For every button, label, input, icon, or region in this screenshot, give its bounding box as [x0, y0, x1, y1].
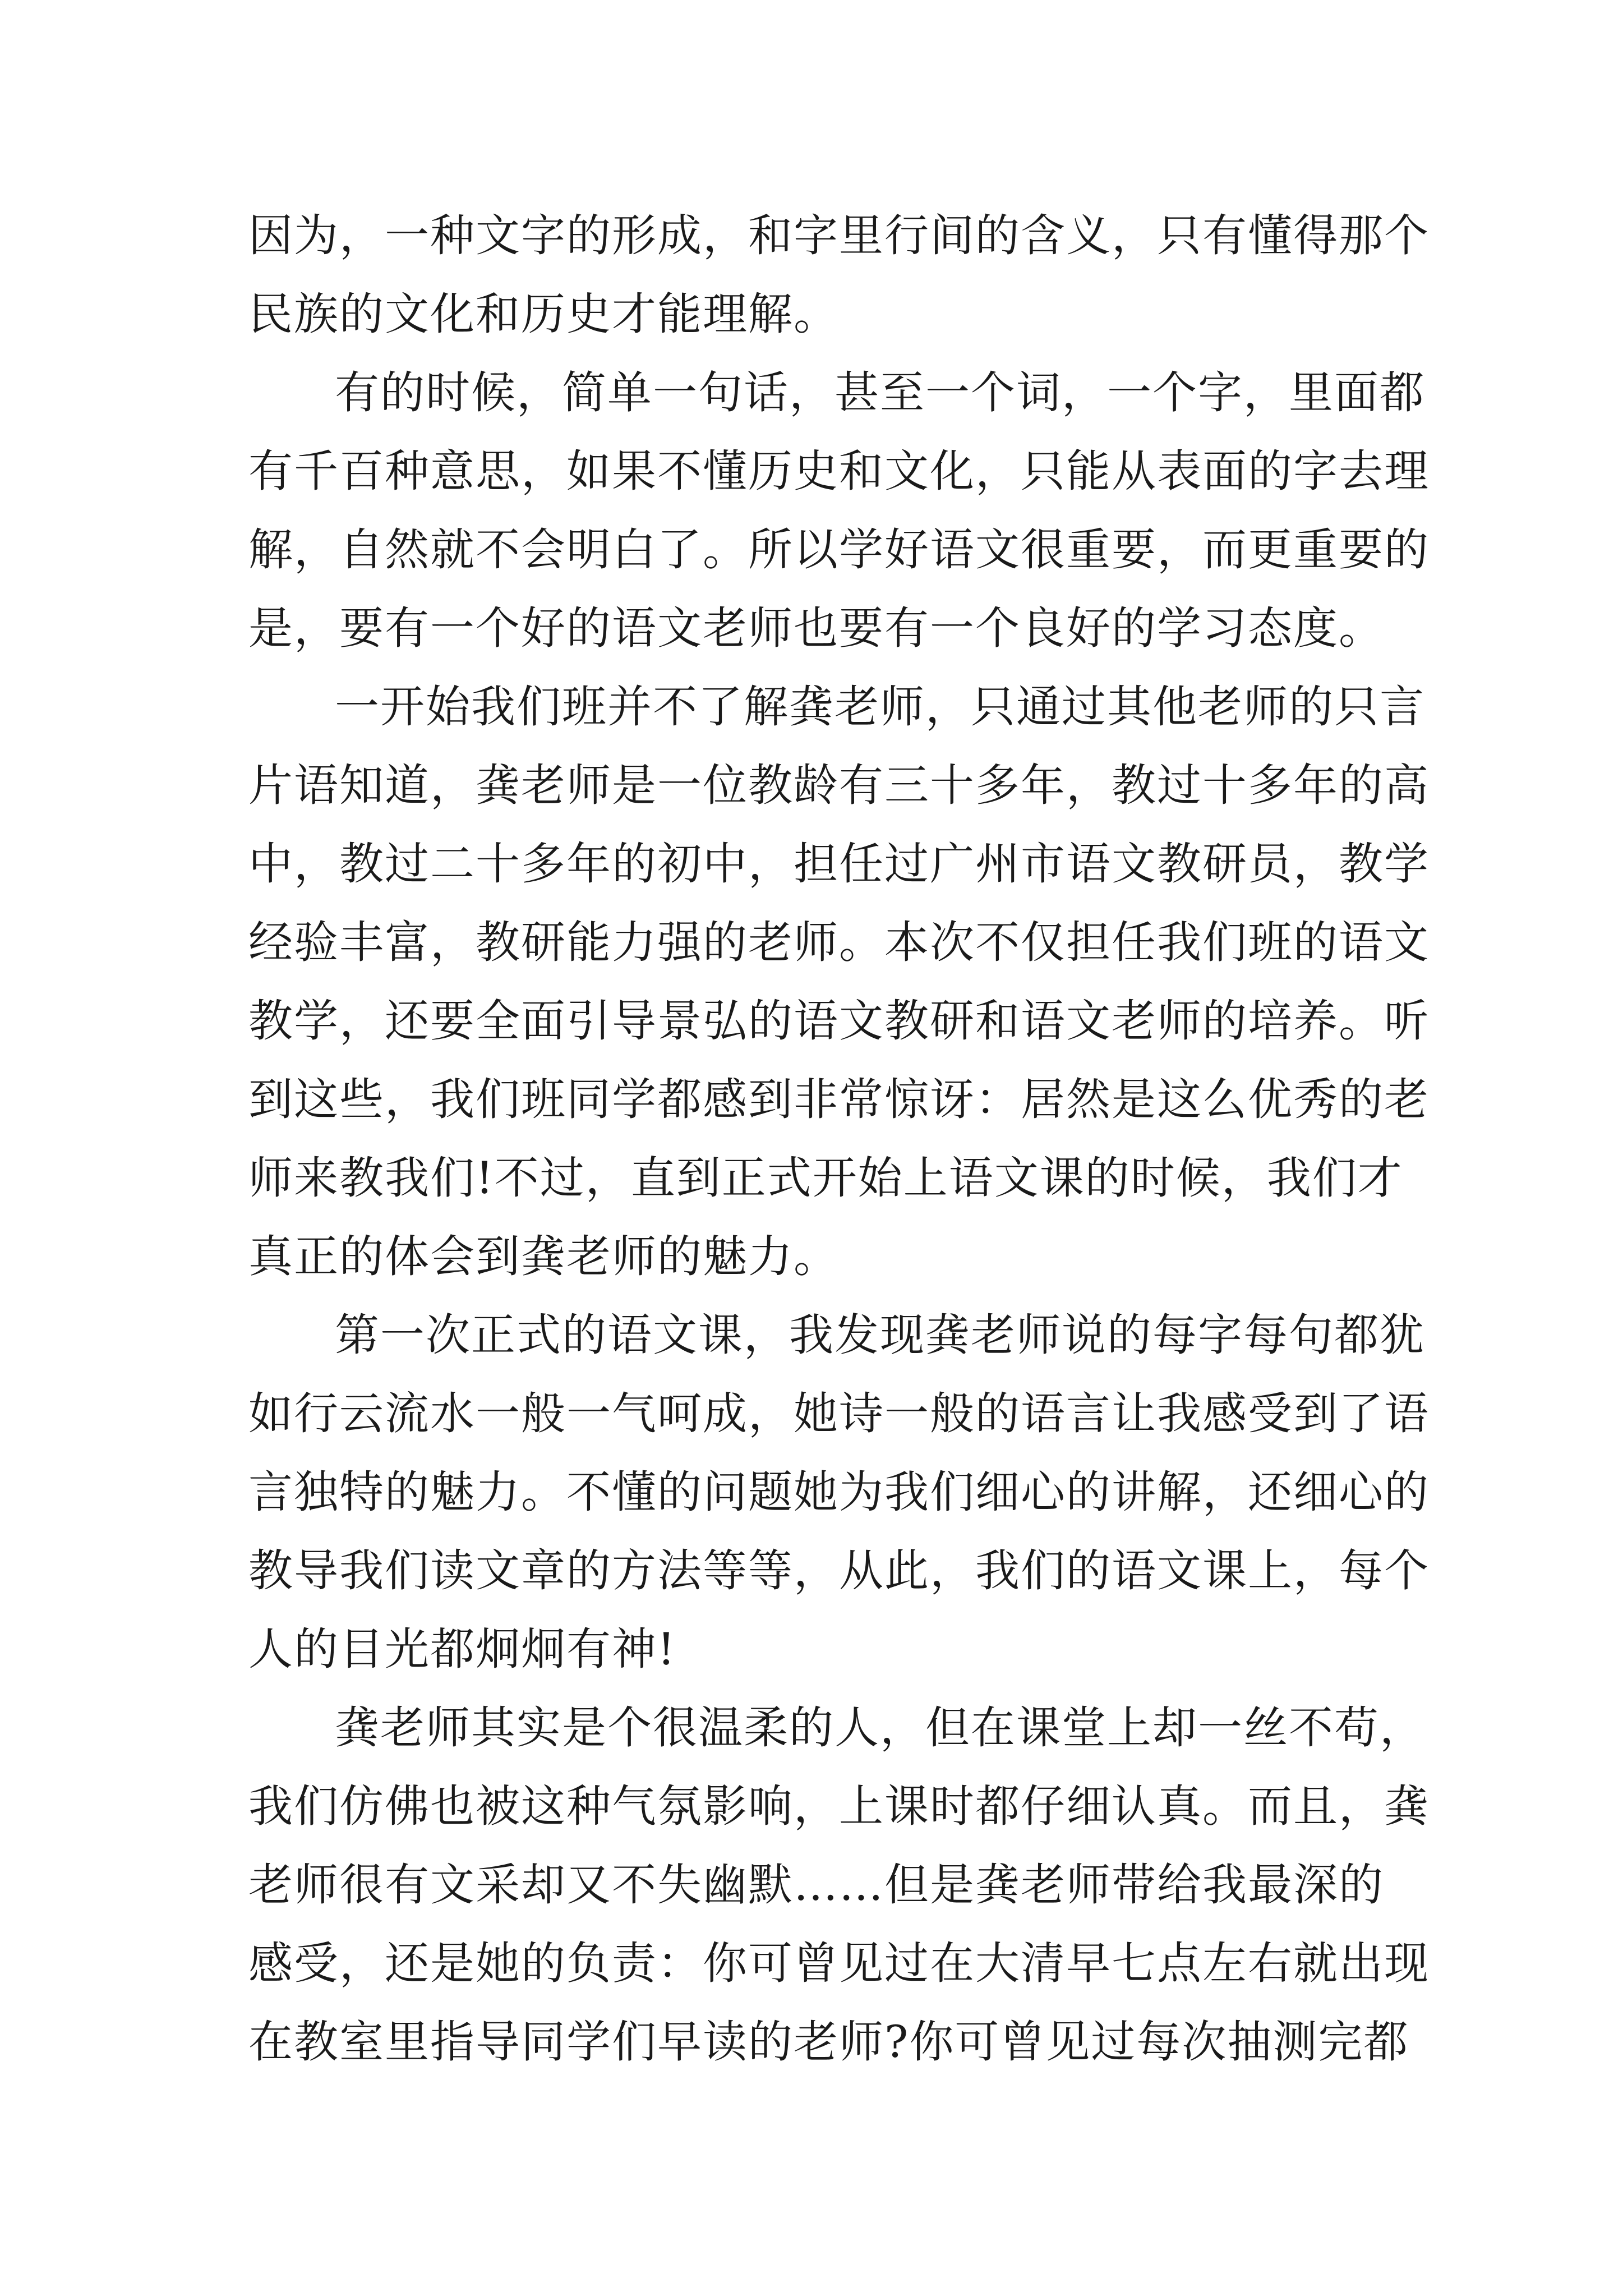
text-line: 感受，还是她的负责：你可曾见过在大清早七点左右就出现: [248, 1938, 1430, 1989]
text-line: 民族的文化和历史才能理解。: [248, 288, 839, 340]
text-line: 经验丰富，教研能力强的老师。本次不仅担任我们班的语文: [248, 917, 1430, 968]
paragraph-first-line: 龚老师其实是个很温柔的人，但在课堂上却一丝不苟，: [335, 1702, 1425, 1754]
text-line: 中，教过二十多年的初中，担任过广州市语文教研员，教学: [248, 838, 1430, 890]
text-line: 因为，一种文字的形成，和字里行间的含义，只有懂得那个: [248, 210, 1430, 261]
text-line: 真正的体会到龚老师的魅力。: [248, 1231, 839, 1282]
text-line: 到这些，我们班同学都感到非常惊讶：居然是这么优秀的老: [248, 1074, 1430, 1125]
text-line: 老师很有文采却又不失幽默……但是龚老师带给我最深的: [248, 1859, 1384, 1911]
text-line: 教导我们读文章的方法等等，从此，我们的语文课上，每个: [248, 1545, 1430, 1596]
text-line: 有千百种意思，如果不懂历史和文化，只能从表面的字去理: [248, 445, 1430, 497]
text-line: 解，自然就不会明白了。所以学好语文很重要，而更重要的: [248, 524, 1430, 576]
text-line: 师来教我们!不过，直到正式开始上语文课的时候，我们才: [248, 1152, 1403, 1204]
text-line: 是，要有一个好的语文老师也要有一个良好的学习态度。: [248, 602, 1384, 654]
text-line: 我们仿佛也被这种气氛影响，上课时都仔细认真。而且，龚: [248, 1780, 1430, 1832]
paragraph-first-line: 有的时候，简单一句话，甚至一个词，一个字，里面都: [335, 367, 1425, 418]
paragraph-first-line: 一开始我们班并不了解龚老师，只通过其他老师的只言: [335, 681, 1425, 733]
text-line: 言独特的魅力。不懂的问题她为我们细心的讲解，还细心的: [248, 1466, 1430, 1518]
paragraph-first-line: 第一次正式的语文课，我发现龚老师说的每字每句都犹: [335, 1309, 1425, 1361]
text-line: 在教室里指导同学们早读的老师?你可曾见过每次抽测完都: [248, 2016, 1409, 2068]
text-line: 如行云流水一般一气呵成，她诗一般的语言让我感受到了语: [248, 1388, 1430, 1439]
text-line: 教学，还要全面引导景弘的语文教研和语文老师的培养。听: [248, 995, 1430, 1047]
text-line: 片语知道，龚老师是一位教龄有三十多年，教过十多年的高: [248, 760, 1430, 811]
text-line: 人的目光都炯炯有神!: [248, 1623, 676, 1675]
